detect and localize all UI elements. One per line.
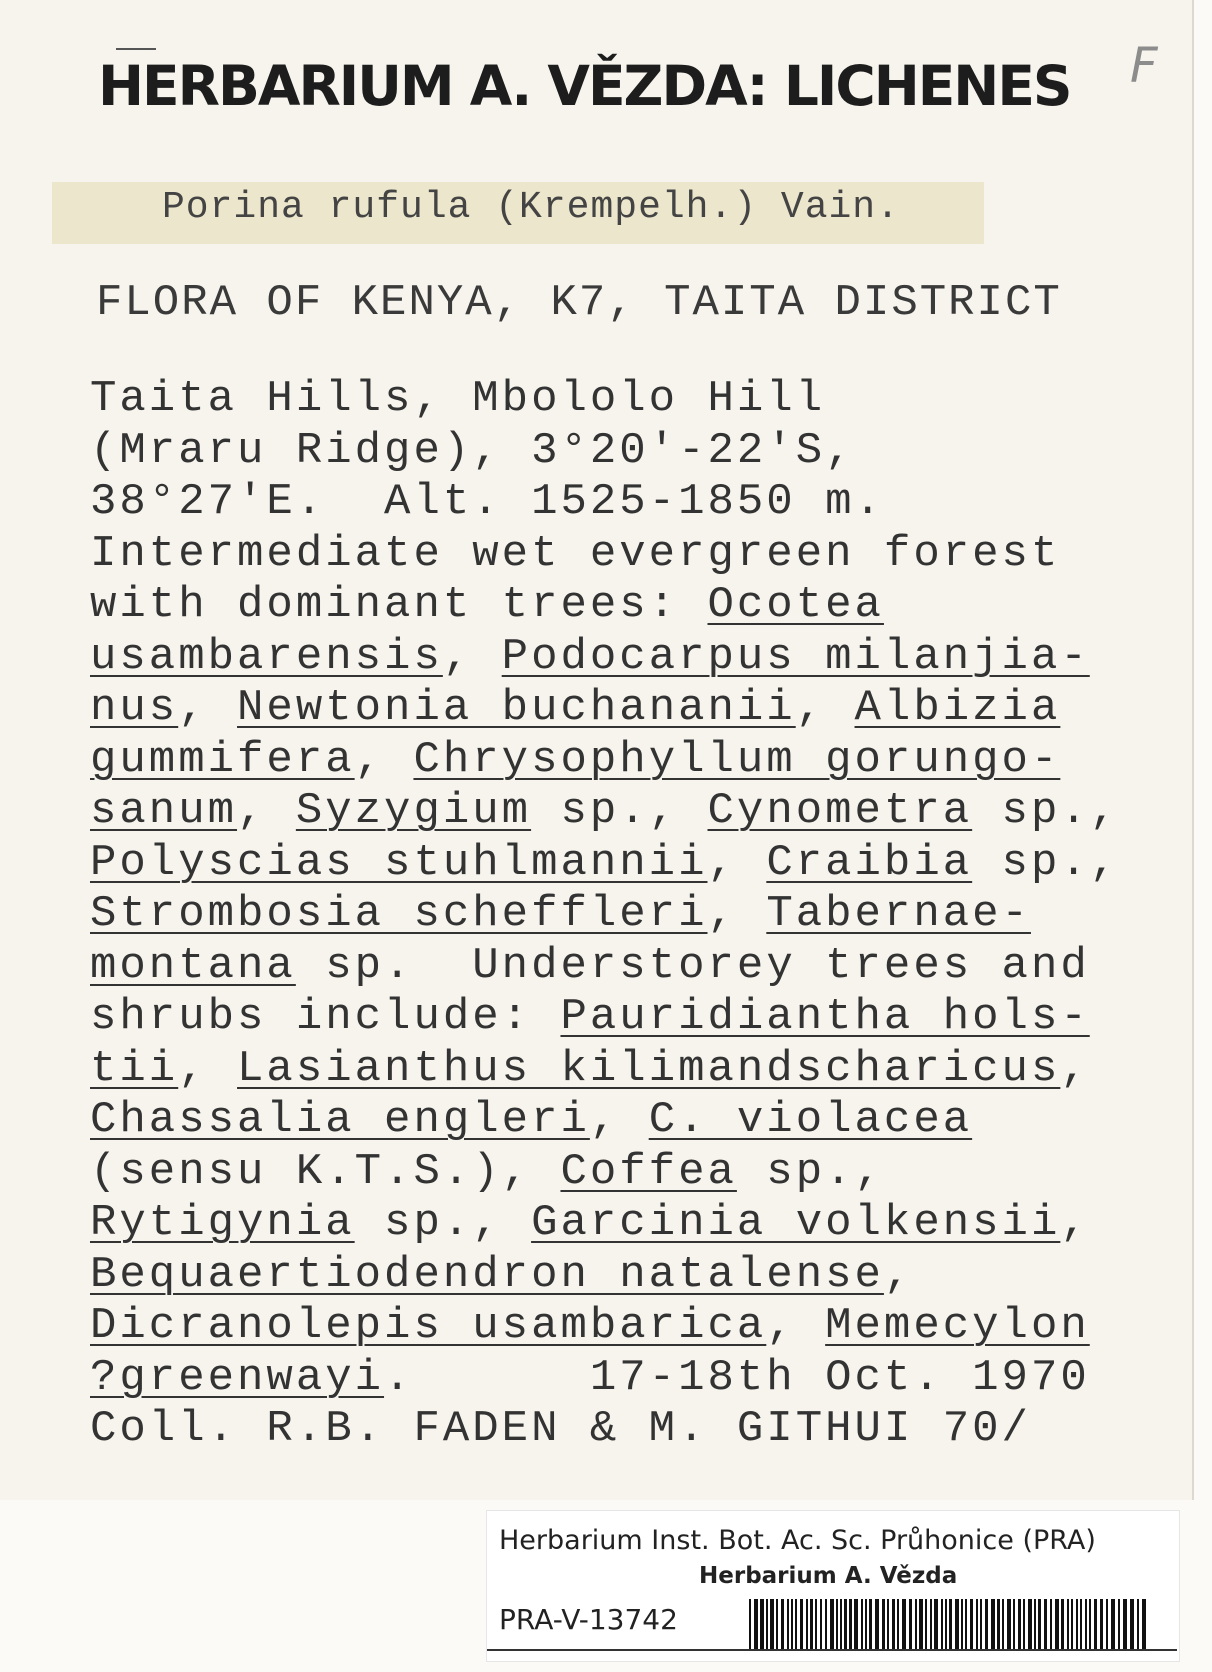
description-text: Intermediate wet evergreen forest <box>90 528 1061 579</box>
barcode-bar <box>970 1599 973 1649</box>
taxon-name: nus <box>90 683 179 733</box>
corner-handwritten-mark: F <box>1130 38 1158 94</box>
description-text: 38°27'E. Alt. 1525-1850 m. <box>90 477 884 527</box>
barcode-bar <box>825 1599 827 1649</box>
description-text: , <box>442 631 502 682</box>
barcode-bar <box>934 1599 938 1649</box>
barcode-bar <box>1089 1599 1091 1649</box>
barcode-bar <box>1100 1599 1103 1649</box>
barcode-bar <box>760 1599 764 1649</box>
barcode-bar <box>945 1599 947 1649</box>
description-line <box>90 1404 1119 1456</box>
barcode-bar <box>902 1599 906 1649</box>
description-text: Coll. R.B. FADEN & M. GITHUI 70/ <box>90 1404 1031 1454</box>
taxon-name: ?greenwayi <box>90 1352 385 1403</box>
description-line <box>90 992 1119 1044</box>
barcode-icon <box>749 1599 1149 1649</box>
barcode-bar <box>930 1599 932 1649</box>
barcode-bar <box>1028 1599 1032 1649</box>
collection-name: Herbarium A. Vězda <box>699 1563 958 1589</box>
description-text: sp. Understorey trees and <box>295 940 1090 991</box>
barcode-bar <box>1111 1599 1115 1649</box>
taxon-name: Ocotea <box>707 580 884 630</box>
description-text: . 17-18th Oct. 1970 <box>384 1352 1090 1403</box>
barcode-bar <box>1106 1599 1108 1649</box>
barcode-bar <box>882 1599 885 1649</box>
description-line <box>90 889 1119 941</box>
barcode-bar <box>766 1599 768 1649</box>
description-text: , <box>1060 1043 1090 1094</box>
barcode-bar <box>781 1599 784 1649</box>
description-text: , <box>766 1301 826 1351</box>
description-line <box>90 374 1119 426</box>
institution-name: Herbarium Inst. Bot. Ac. Sc. Průhonice (PRA) <box>499 1525 1096 1556</box>
description-line <box>90 580 1119 632</box>
barcode-bar <box>1080 1599 1082 1649</box>
taxon-name: Albizia <box>854 683 1061 733</box>
description-text: , <box>707 837 767 888</box>
description-text: , <box>354 734 414 785</box>
description-text: Taita Hills, Mbololo Hill <box>90 374 826 424</box>
taxon-name: Tabernae- <box>766 889 1031 939</box>
description-line <box>90 1353 1119 1405</box>
herbarium-title: HERBARIUM A. VĚZDA: LICHENES <box>98 54 1071 118</box>
barcode-bar <box>1076 1599 1078 1649</box>
barcode-bar <box>770 1599 774 1649</box>
barcode-bar <box>1067 1599 1069 1649</box>
description-line <box>90 1250 1119 1302</box>
description-line <box>90 786 1119 838</box>
header-rule <box>116 48 156 50</box>
barcode-bar <box>925 1599 927 1649</box>
barcode-bar <box>815 1599 817 1649</box>
institution-label <box>486 1510 1180 1662</box>
barcode-bar <box>854 1599 858 1649</box>
taxon-name: Newtonia buchananii <box>237 683 796 733</box>
description-line <box>90 477 1119 529</box>
label-rule <box>487 1649 1177 1651</box>
barcode-bar <box>985 1599 988 1649</box>
description-text: , <box>1060 1198 1090 1248</box>
description-line <box>90 838 1119 890</box>
barcode-bar <box>1055 1599 1059 1649</box>
barcode-bar <box>840 1599 842 1649</box>
barcode-bar <box>1034 1599 1036 1649</box>
barcode-bar <box>810 1599 813 1649</box>
description-line <box>90 426 1119 478</box>
barcode-bar <box>800 1599 803 1649</box>
barcode-bar <box>976 1599 978 1649</box>
taxon-name: Polyscias stuhlmannii <box>90 837 708 888</box>
barcode-bar <box>849 1599 852 1649</box>
barcode-bar <box>869 1599 872 1649</box>
specimen-id: PRA-V-13742 <box>499 1603 678 1636</box>
locality-heading: FLORA OF KENYA, K7, TAITA DISTRICT <box>96 278 1062 328</box>
barcode-bar <box>1130 1599 1134 1649</box>
barcode-bar <box>965 1599 967 1649</box>
barcode-bar <box>1050 1599 1052 1649</box>
taxon-name: Bequaertiodendron natalense <box>90 1249 884 1300</box>
description-text: , <box>707 889 767 939</box>
description-text: , <box>237 786 296 836</box>
taxon-name: Rytigynia <box>90 1198 355 1248</box>
description-text: , <box>883 1249 914 1300</box>
barcode-bar <box>820 1599 822 1649</box>
taxon-name: Strombosia scheffleri <box>90 889 708 939</box>
barcode-bar <box>836 1599 838 1649</box>
barcode-bar <box>892 1599 895 1649</box>
description-line <box>90 1198 1119 1250</box>
description-text: sp., <box>354 1198 532 1248</box>
barcode-bar <box>1018 1599 1021 1649</box>
taxon-name: Coffea <box>560 1146 737 1197</box>
description-text: (sensu K.T.S.), <box>90 1146 561 1197</box>
barcode-bar <box>949 1599 952 1649</box>
taxon-name: Podocarpus milanjia- <box>501 631 1090 682</box>
barcode-bar <box>1071 1599 1073 1649</box>
description-line <box>90 941 1119 993</box>
barcode-bar <box>1038 1599 1041 1649</box>
barcode-bar <box>749 1599 751 1649</box>
barcode-bar <box>955 1599 959 1649</box>
description-text: sp., <box>972 837 1120 888</box>
taxon-name: Dicranolepis usambarica <box>90 1301 767 1351</box>
description-text: sp., <box>736 1146 884 1197</box>
taxon-name: Lasianthus kilimandscharicus <box>237 1043 1061 1094</box>
description-text: (Mraru Ridge), 3°20'-22'S, <box>90 425 855 476</box>
barcode-bar <box>865 1599 867 1649</box>
taxon-name: Syzygium <box>295 786 532 836</box>
taxon-name: usambarensis <box>90 631 443 682</box>
barcode-bar <box>1007 1599 1011 1649</box>
barcode-bar <box>844 1599 847 1649</box>
barcode-bar <box>795 1599 797 1649</box>
barcode-bar <box>830 1599 834 1649</box>
description-text: , <box>178 1043 238 1094</box>
description-line <box>90 1301 1119 1353</box>
habitat-description <box>90 374 1119 1456</box>
barcode-bar <box>997 1599 1000 1649</box>
description-text: shrubs include: <box>90 992 561 1042</box>
barcode-bar <box>909 1599 912 1649</box>
species-name: Porina rufula (Krempelh.) Vain. <box>162 186 900 229</box>
barcode-bar <box>791 1599 793 1649</box>
barcode-bar <box>806 1599 808 1649</box>
barcode-bar <box>1137 1599 1139 1649</box>
barcode-bar <box>941 1599 943 1649</box>
barcode-bar <box>1061 1599 1064 1649</box>
barcode-bar <box>1123 1599 1127 1649</box>
description-line <box>90 1044 1119 1096</box>
description-text: with dominant trees: <box>90 580 708 630</box>
barcode-bar <box>1023 1599 1025 1649</box>
description-text: , <box>795 683 855 733</box>
barcode-bar <box>776 1599 778 1649</box>
description-line <box>90 1095 1119 1147</box>
barcode-bar <box>1142 1599 1146 1649</box>
taxon-name: Pauridiantha hols- <box>560 992 1090 1042</box>
barcode-bar <box>1118 1599 1120 1649</box>
barcode-bar <box>1044 1599 1047 1649</box>
taxon-name: Garcinia volkensii <box>531 1198 1061 1248</box>
barcode-bar <box>787 1599 789 1649</box>
description-line <box>90 735 1119 787</box>
barcode-bar <box>861 1599 863 1649</box>
barcode-bar <box>754 1599 758 1649</box>
barcode-bar <box>1094 1599 1097 1649</box>
description-line <box>90 632 1119 684</box>
barcode-bar <box>961 1599 963 1649</box>
taxon-name: Craibia <box>766 837 973 888</box>
description-text: , <box>589 1095 649 1145</box>
description-line <box>90 1147 1119 1199</box>
barcode-bar <box>897 1599 899 1649</box>
taxon-name: gummifera <box>90 734 355 785</box>
description-line <box>90 683 1119 735</box>
description-text: , <box>178 683 238 733</box>
taxon-name: sanum <box>90 786 238 836</box>
barcode-bar <box>1085 1599 1087 1649</box>
barcode-bar <box>915 1599 917 1649</box>
description-text: sp., <box>531 786 708 836</box>
taxon-name: C. violacea <box>648 1095 973 1145</box>
taxon-name: Chassalia engleri <box>90 1095 590 1145</box>
barcode-bar <box>991 1599 995 1649</box>
taxon-name: montana <box>90 940 296 991</box>
taxon-name: tii <box>90 1043 179 1094</box>
taxon-name: Memecylon <box>825 1301 1090 1351</box>
barcode-bar <box>875 1599 879 1649</box>
barcode-bar <box>980 1599 982 1649</box>
barcode-bar <box>919 1599 923 1649</box>
barcode-bar <box>1013 1599 1015 1649</box>
description-line <box>90 529 1119 581</box>
description-text: sp., <box>972 786 1120 836</box>
taxon-name: Chrysophyllum gorungo- <box>413 734 1061 785</box>
barcode-bar <box>1002 1599 1004 1649</box>
barcode-bar <box>887 1599 889 1649</box>
taxon-name: Cynometra <box>707 786 973 836</box>
